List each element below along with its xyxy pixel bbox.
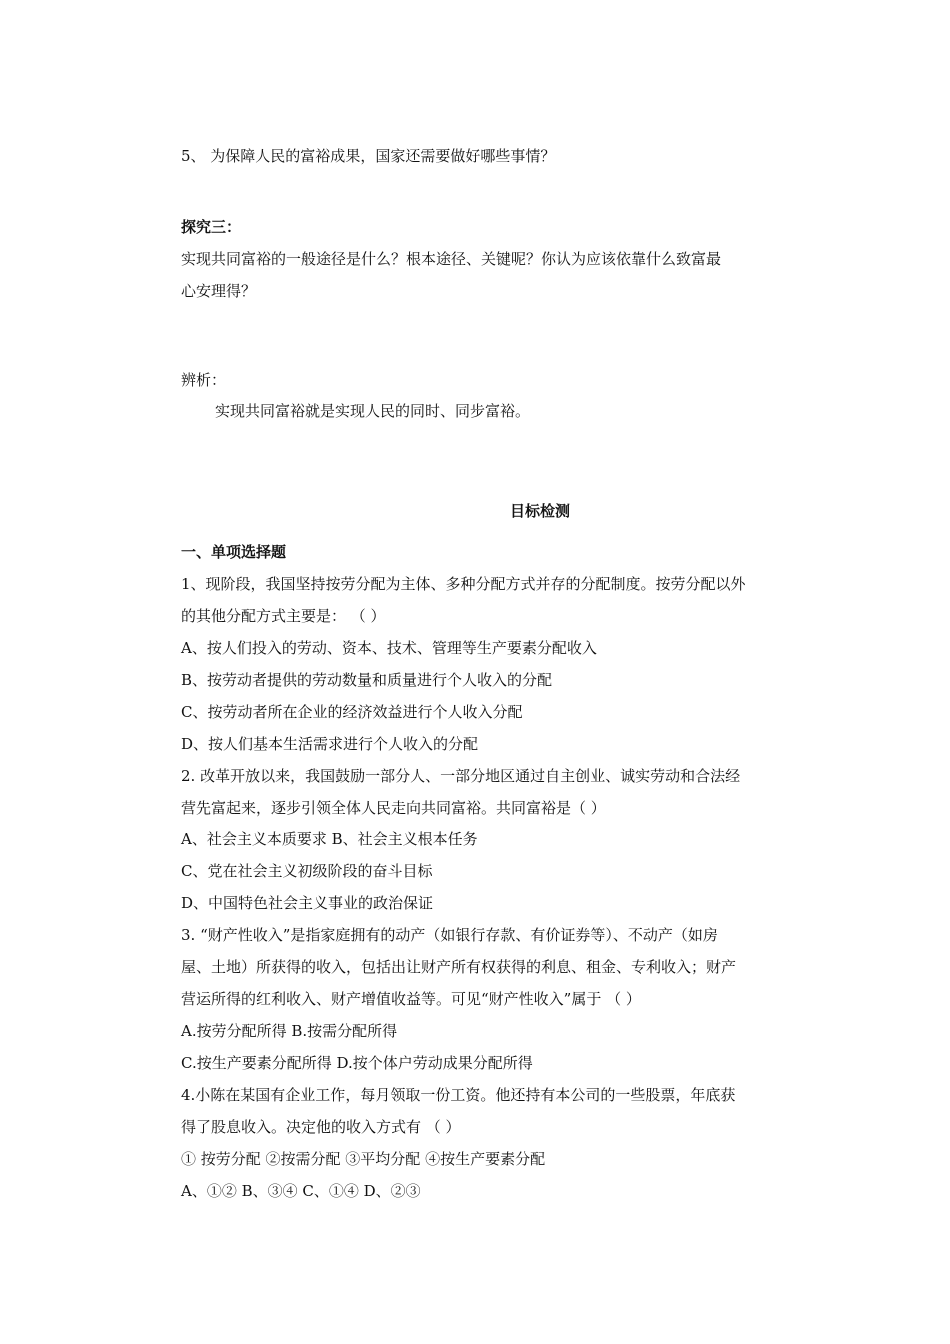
question-2-line-2: 营先富起来，逐步引领全体人民走向共同富裕。共同富裕是（ ） — [181, 799, 606, 817]
question-3-line-3: 营运所得的红利收入、财产增值收益等。可见“财产性收入”属于 （ ） — [181, 990, 641, 1008]
section-single-choice: 一、单项选择题 — [181, 543, 287, 561]
question-2-option-ab: A、社会主义本质要求 B、社会主义根本任务 — [181, 830, 478, 848]
question-2-option-d: D、中国特色社会主义事业的政治保证 — [181, 894, 434, 912]
target-check-title: 目标检测 — [509, 502, 570, 520]
question-1-option-b: B、按劳动者提供的劳动数量和质量进行个人收入的分配 — [181, 671, 553, 689]
question-4-options: A、①② B、③④ C、①④ D、②③ — [181, 1182, 421, 1200]
explore-three-heading: 探究三： — [181, 218, 242, 236]
question-1-option-a: A、按人们投入的劳动、资本、技术、管理等生产要素分配收入 — [181, 639, 597, 657]
explore-three-line-1: 实现共同富裕的一般途径是什么？根本途径、关键呢？你认为应该依靠什么致富最 — [181, 250, 722, 268]
explore-three-line-2: 心安理得？ — [181, 282, 257, 300]
question-3-option-cd: C.按生产要素分配所得 D.按个体户劳动成果分配所得 — [181, 1054, 533, 1072]
question-2-line-1: 2. 改革开放以来，我国鼓励一部分人、一部分地区通过自主创业、诚实劳动和合法经 — [181, 767, 741, 785]
question-4-choices: ① 按劳分配 ②按需分配 ③平均分配 ④按生产要素分配 — [181, 1150, 546, 1168]
question-2-option-c: C、党在社会主义初级阶段的奋斗目标 — [181, 862, 433, 880]
question-4-line-1: 4.小陈在某国有企业工作，每月领取一份工资。他还持有本公司的一些股票，年底获 — [181, 1086, 736, 1104]
question-1-option-c: C、按劳动者所在企业的经济效益进行个人收入分配 — [181, 703, 523, 721]
question-3-option-ab: A.按劳分配所得 B.按需分配所得 — [181, 1022, 398, 1040]
question-1-option-d: D、按人们基本生活需求进行个人收入的分配 — [181, 735, 479, 753]
question-4-line-2: 得了股息收入。决定他的收入方式有 （ ） — [181, 1118, 461, 1136]
question-1-line-1: 1、现阶段，我国坚持按劳分配为主体、多种分配方式并存的分配制度。按劳分配以外 — [181, 575, 746, 593]
question-1-line-2: 的其他分配方式主要是： （ ） — [181, 607, 386, 625]
question-3-line-2: 屋、土地）所获得的收入，包括出让财产所有权获得的利息、租金、专利收入；财产 — [181, 958, 737, 976]
analysis-heading: 辨析： — [181, 371, 227, 389]
analysis-statement: 实现共同富裕就是实现人民的同时、同步富裕。 — [215, 402, 531, 420]
question-3-line-1: 3. “财产性收入”是指家庭拥有的动产（如银行存款、有价证券等）、不动产（如房 — [181, 926, 718, 944]
explore-question-5: 5、 为保障人民的富裕成果，国家还需要做好哪些事情？ — [181, 147, 556, 165]
